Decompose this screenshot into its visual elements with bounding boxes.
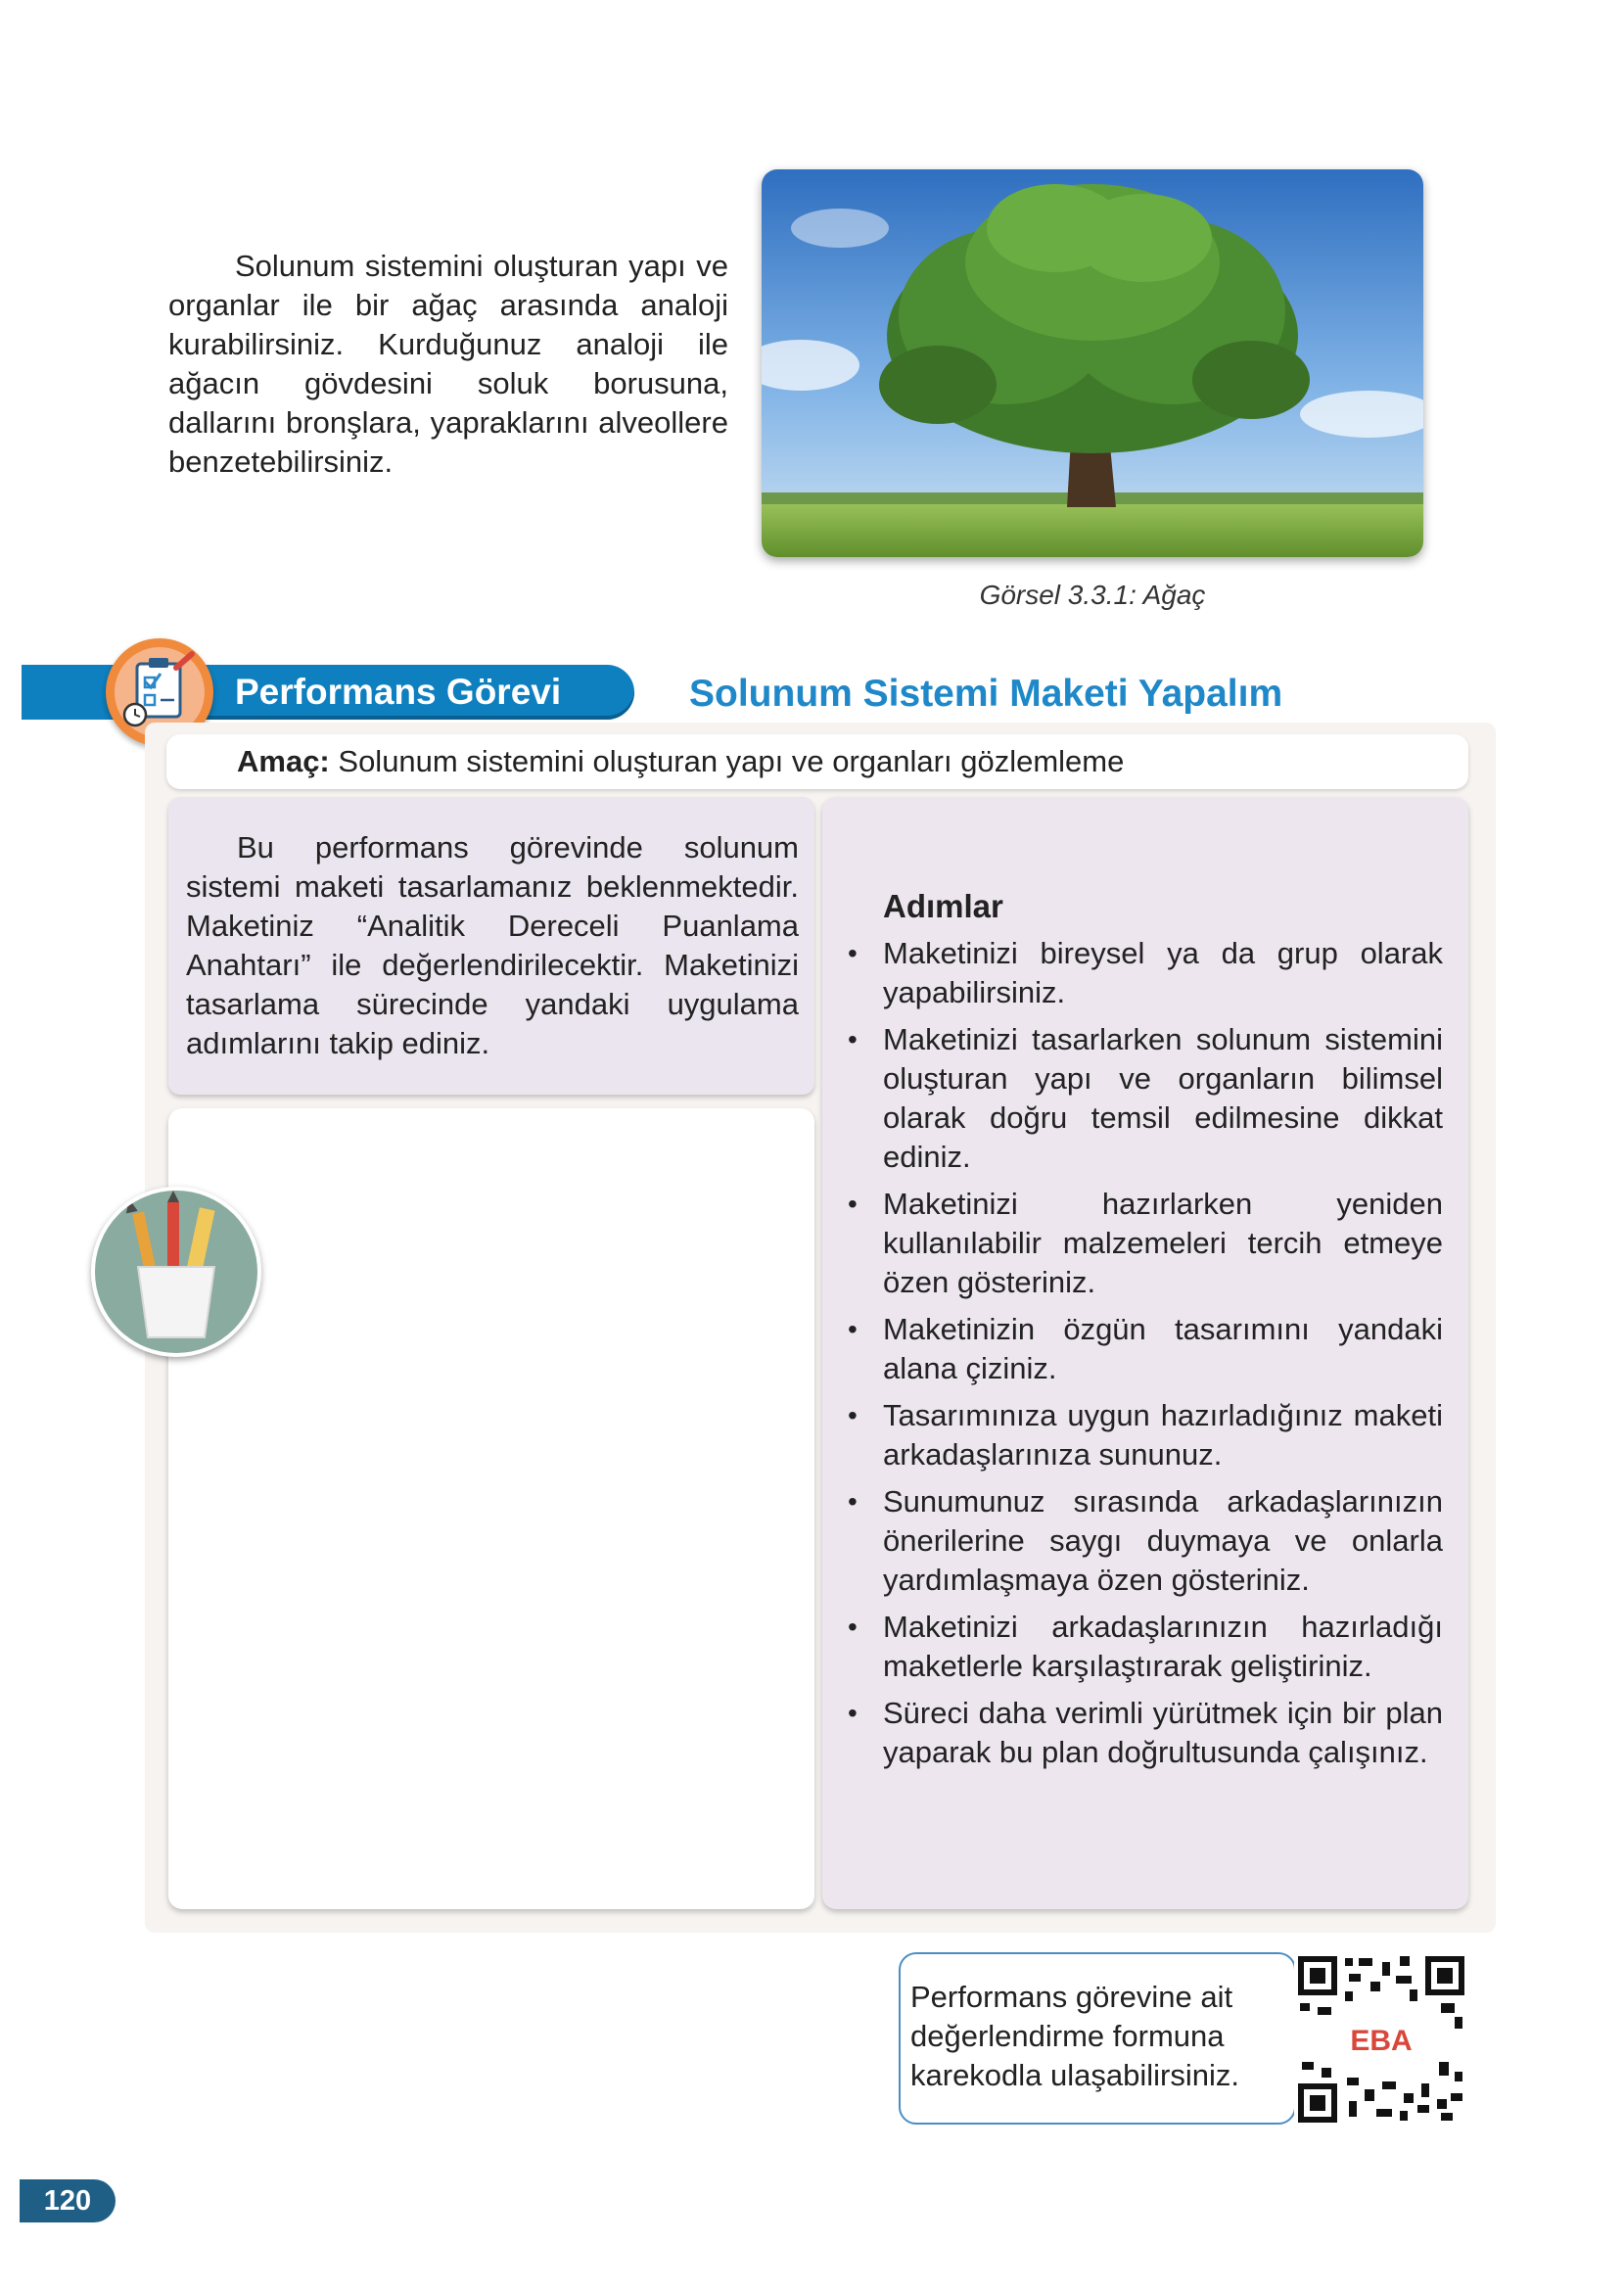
eba-logo: EBA (1350, 2025, 1413, 2057)
task-description: Bu performans görevinde solunum sistemi maketi tasarlamanız beklenmektedir. Maketiniz “Analitik Dereceli Puanlama Anahtarı” ile değerlendirilecektir. Maketinizi tasarlama sürecinde yandaki uygulama adımlarını takip ediniz. (186, 830, 799, 1060)
bullet: • (848, 1486, 858, 1517)
aim-label: Amaç: (237, 744, 330, 778)
intro-paragraph (168, 247, 728, 482)
step-text: Maketinizi tasarlarken solunum sistemini oluşturan yapı ve organların bilimsel olarak doğru temsil edilmesine dikkat ediniz. (883, 1022, 1443, 1174)
step-text: Süreci daha verimli yürütmek için bir plan yaparak bu plan doğrultusunda çalışınız. (883, 1696, 1443, 1769)
step-text: Maketinizi hazırlarken yeniden kullanılabilir malzemeleri tercih etmeye özen gösteriniz. (883, 1187, 1443, 1299)
qr-code[interactable] (1294, 1952, 1468, 2127)
qr-note-text: Performans görevine ait değerlendirme formuna karekodla ulaşabilirsiniz. (910, 1980, 1239, 2092)
aim-text: Solunum sistemini oluşturan yapı ve organları gözlemleme (338, 744, 1125, 778)
step-text: Maketinizin özgün tasarımını yandaki alana çiziniz. (883, 1312, 1443, 1385)
step-text: Maketinizi arkadaşlarınızın hazırladığı maketlerle karşılaştırarak geliştiriniz. (883, 1610, 1443, 1683)
bullet: • (848, 1024, 858, 1054)
step-item (846, 1608, 1443, 1686)
step-item (846, 1694, 1443, 1772)
bullet: • (848, 1189, 858, 1219)
intro-text: Solunum sistemini oluşturan yapı ve organlar ile bir ağaç arasında analoji kurabilirsiniz. Kurduğunuz analoji ile ağacın gövdesini soluk borusuna, dallarını bronşlara, yapraklarını alveollere benzetebilirsiniz. (168, 249, 728, 479)
step-item (846, 1310, 1443, 1388)
step-item (846, 934, 1443, 1012)
drawing-area[interactable] (168, 1108, 814, 1909)
steps-list (846, 934, 1443, 1780)
bullet: • (848, 1314, 858, 1344)
step-item (846, 1185, 1443, 1302)
step-text: Maketinizi bireysel ya da grup olarak yapabilirsiniz. (883, 936, 1443, 1009)
page-number: 120 (20, 2179, 116, 2222)
aim-line (237, 742, 1124, 781)
figure-caption: Görsel 3.3.1: Ağaç (979, 580, 1206, 610)
step-item (846, 1482, 1443, 1600)
task-label: Performans Görevi (235, 672, 562, 712)
bullet: • (848, 938, 858, 968)
bullet: • (848, 1612, 858, 1642)
task-title: Solunum Sistemi Maketi Yapalım (689, 673, 1283, 715)
step-text: Sunumunuz sırasında arkadaşlarınızın önerilerine saygı duymaya ve onlarla yardımlaşmaya özen gösteriniz. (883, 1484, 1443, 1597)
steps-heading: Adımlar (883, 888, 1003, 924)
step-item (846, 1020, 1443, 1177)
step-item (846, 1396, 1443, 1474)
tree-photo (762, 169, 1423, 557)
bullet: • (848, 1698, 858, 1728)
step-text: Tasarımınıza uygun hazırladığınız maketi arkadaşlarınıza sununuz. (883, 1398, 1443, 1472)
pencil-cup-icon (91, 1187, 261, 1357)
bullet: • (848, 1400, 858, 1430)
